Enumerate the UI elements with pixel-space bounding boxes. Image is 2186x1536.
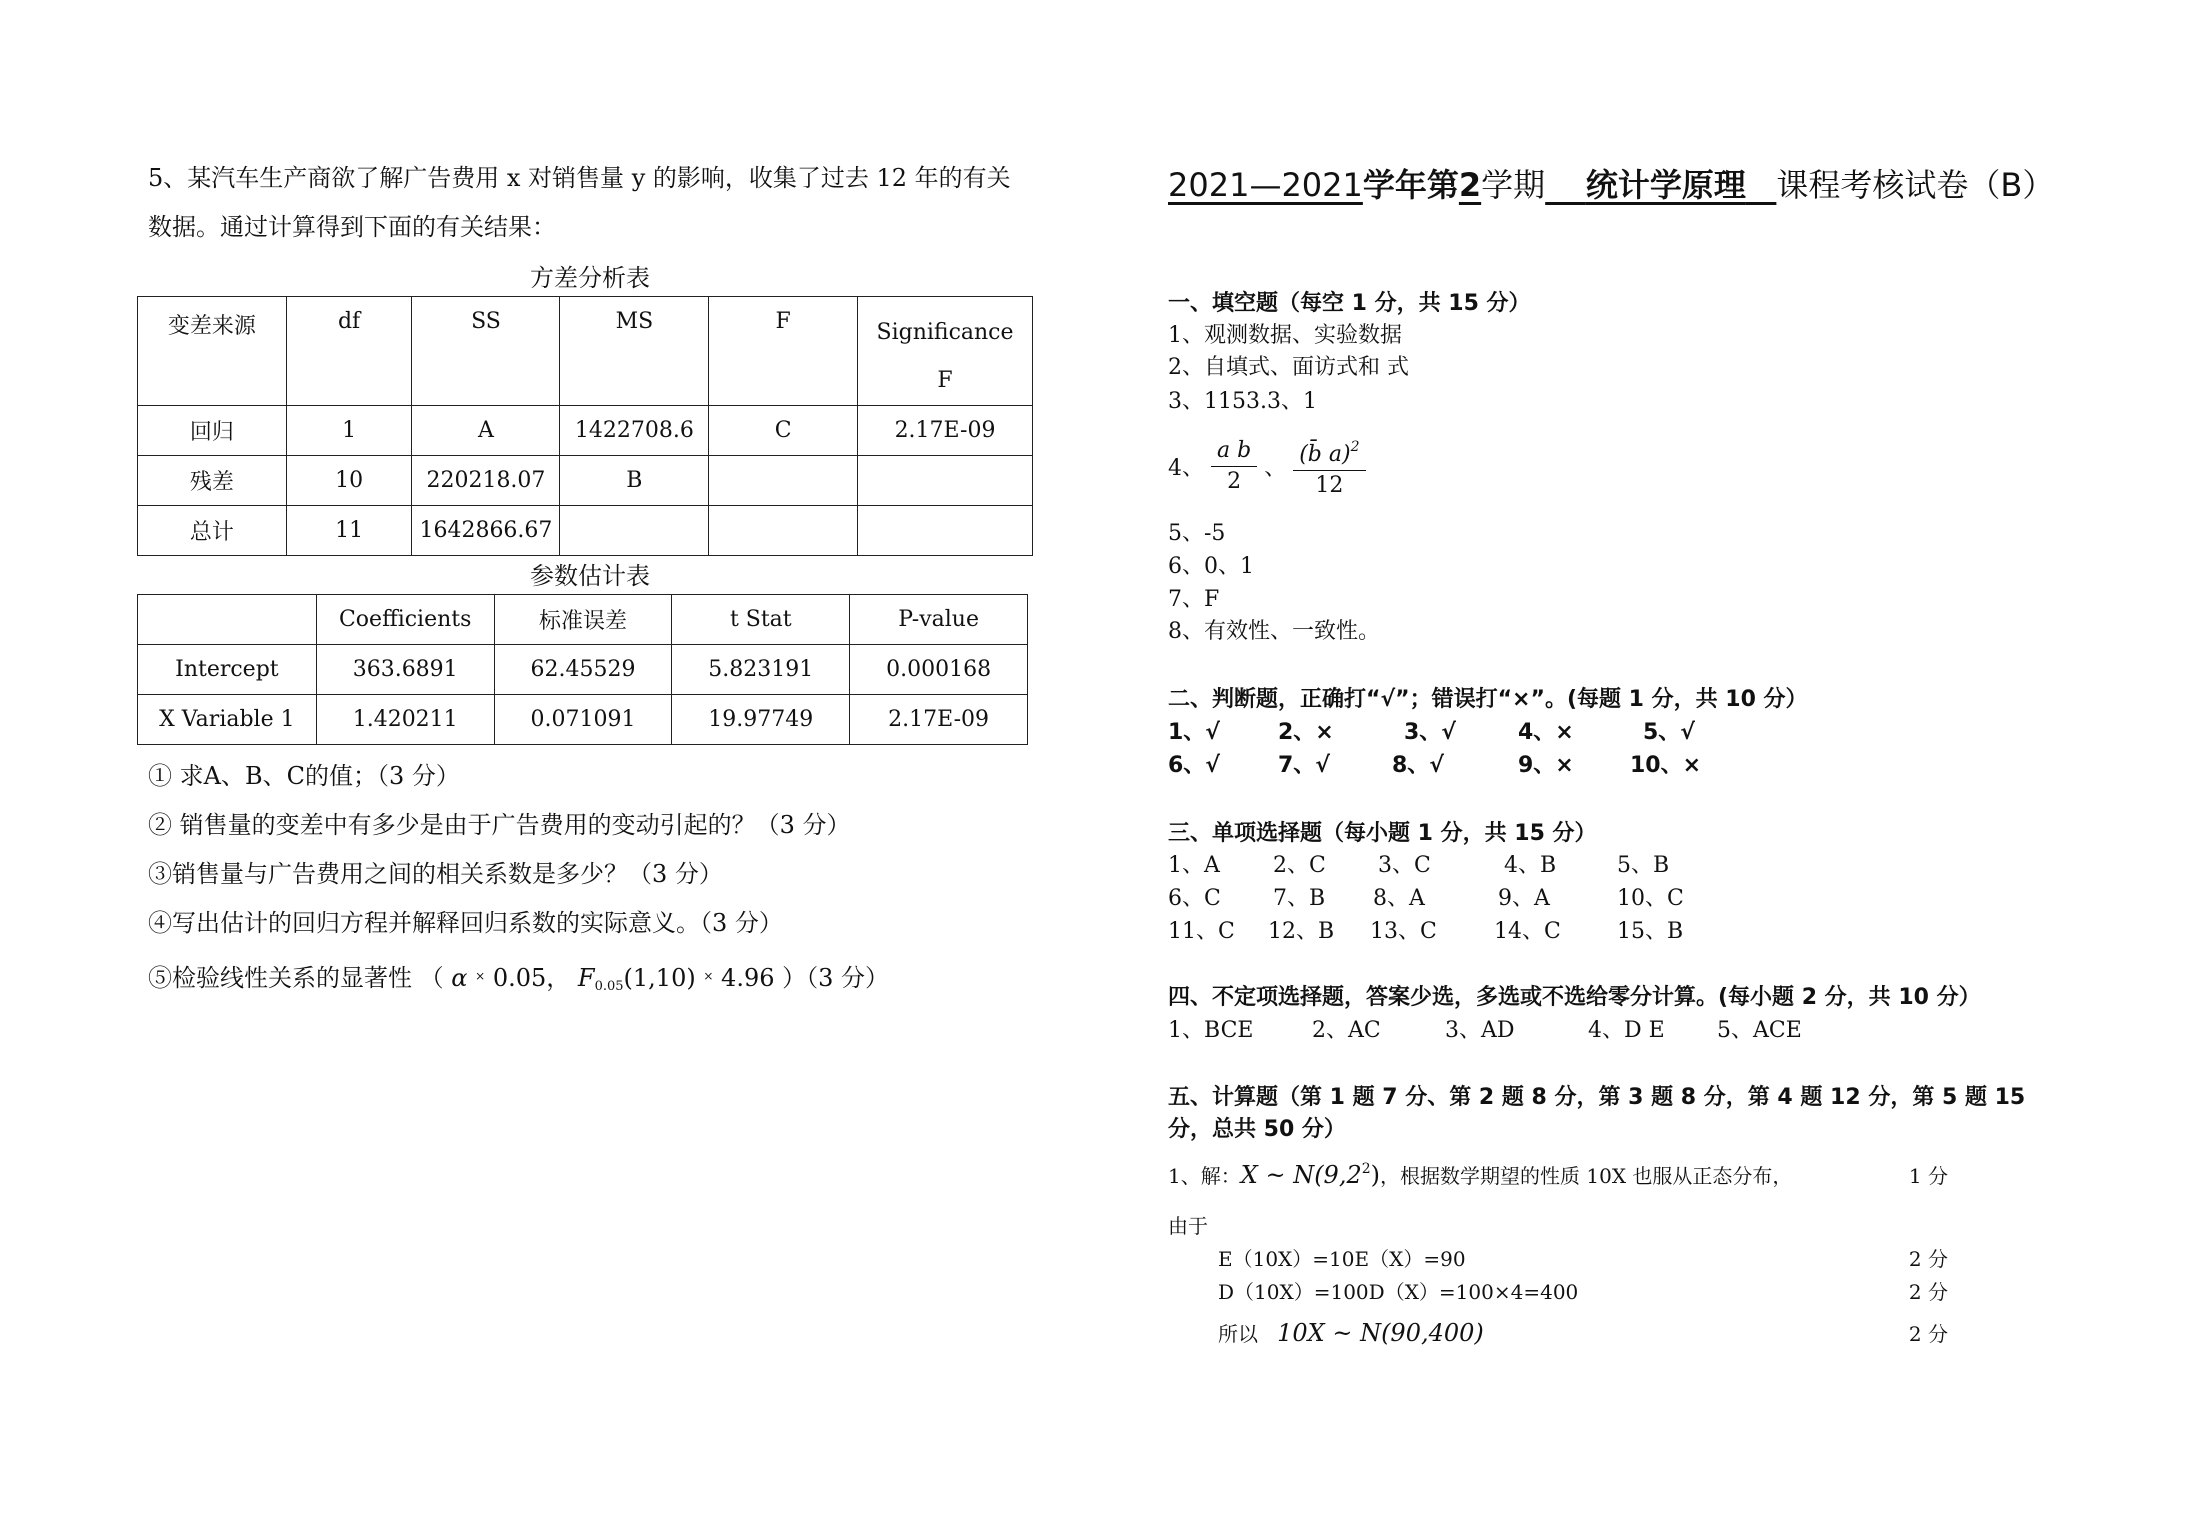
s3-ans: 2、C [1273, 853, 1326, 878]
title-term: 2 [1458, 166, 1482, 204]
fraction-variance-denominator: 12 [1315, 473, 1344, 498]
sub-question-3: ③销售量与广告费用之间的相关系数是多少？（3 分） [148, 860, 723, 888]
s4-ans: 2、AC [1312, 1018, 1381, 1043]
section-3-heading: 三、单项选择题（每小题 1 分，共 15 分） [1168, 821, 1597, 846]
anova-cell [560, 506, 709, 556]
param-cell: 2.17E-09 [850, 695, 1028, 745]
section-1-heading: 一、填空题（每空 1 分，共 15 分） [1168, 291, 1531, 316]
anova-cell: 2.17E-09 [858, 406, 1033, 456]
anova-table [137, 296, 1033, 556]
s3-ans: 14、C [1494, 919, 1561, 944]
table-row [138, 645, 1028, 695]
s1-item-8: 8、有效性、一致性。 [1168, 619, 1380, 644]
title-xuenian: 学年第 [1362, 166, 1459, 204]
fraction-variance-numerator [1293, 432, 1365, 471]
s5-l1-text: ，根据数学期望的性质 10X 也服从正态分布， [1380, 1164, 1793, 1188]
sq5-prefix: ⑤检验线性关系的显著性 （ [148, 964, 444, 992]
s3-ans: 7、B [1273, 886, 1326, 911]
anova-header-significance-line1: Significance [876, 320, 1014, 345]
score-label: 2 分 [1908, 1322, 1948, 1346]
anova-cell [858, 506, 1033, 556]
s2-ans: 4、× [1518, 720, 1574, 745]
s3-ans: 4、B [1504, 853, 1557, 878]
anova-cell: 总计 [138, 506, 287, 556]
param-cell: 5.823191 [672, 645, 850, 695]
anova-header-ss: SS [412, 297, 560, 406]
s4-ans: 3、AD [1445, 1018, 1515, 1043]
param-header-empty [138, 595, 317, 645]
q5-line2: 数据。通过计算得到下面的有关结果： [148, 213, 556, 241]
s3-ans: 13、C [1370, 919, 1437, 944]
s5-line-5 [1218, 1318, 1948, 1347]
s5-l1-sup: 2 [1361, 1161, 1371, 1177]
fraction-mean [1211, 436, 1257, 497]
s5-line-4 [1218, 1276, 1948, 1305]
s1-item-2: 2、自填式、面访式和 式 [1168, 355, 1409, 380]
s2-ans: 2、× [1278, 720, 1334, 745]
anova-cell: 10 [286, 456, 412, 506]
s4-ans: 1、BCE [1168, 1018, 1254, 1043]
s3-ans: 9、A [1498, 886, 1550, 911]
param-cell: 19.97749 [672, 695, 850, 745]
fraction-variance-numerator-text: (b̄ a) [1299, 442, 1351, 467]
fraction-mean-numerator: a b [1211, 436, 1257, 467]
fraction-mean-denominator: 2 [1227, 469, 1242, 494]
f-subscript: 0.05 [594, 979, 624, 994]
s3-ans: 11、C [1168, 919, 1235, 944]
section-5-heading-line1: 五、计算题（第 1 题 7 分、第 2 题 8 分，第 3 题 8 分，第 4 题 12 分，第 5 题 15 [1168, 1085, 2026, 1110]
param-cell: 1.420211 [316, 695, 494, 745]
s5-l5-math: 10X ~ N(90,400) [1277, 1319, 1484, 1347]
s5-l5-prefix: 所以 [1218, 1322, 1258, 1346]
anova-cell: 残差 [138, 456, 287, 506]
section-4-heading: 四、不定项选择题，答案少选，多选或不选给零分计算。(每小题 2 分，共 10 分） [1168, 985, 1981, 1010]
param-header-row [138, 595, 1028, 645]
param-cell: X Variable 1 [138, 695, 317, 745]
f-symbol: F [577, 964, 595, 992]
title-rest: 课程考核试卷（B） [1776, 166, 2055, 204]
anova-cell [858, 456, 1033, 506]
f-args: (1,10) [623, 964, 696, 992]
score-label: 2 分 [1908, 1247, 1948, 1271]
anova-cell [709, 506, 858, 556]
page-title [1168, 160, 2054, 206]
fraction-variance [1293, 432, 1365, 501]
score-label: 2 分 [1908, 1280, 1948, 1304]
s3-ans: 6、C [1168, 886, 1221, 911]
anova-header-ms: MS [560, 297, 709, 406]
s2-ans: 9、× [1518, 753, 1574, 778]
s4-ans: 4、D E [1588, 1018, 1665, 1043]
s5-l1-math: X ~ N(9,2 [1240, 1161, 1362, 1189]
s5-l1-close: ) [1370, 1161, 1381, 1189]
s5-line-2: 由于 [1168, 1214, 1208, 1238]
param-header-p-value: P-value [850, 595, 1028, 645]
s5-line-1 [1168, 1160, 1948, 1189]
s5-l4-text: D（10X）=100D（X）=100×4=400 [1218, 1280, 1579, 1304]
param-header-std-error: 标准误差 [494, 595, 672, 645]
section-5-heading-line2: 分，总共 50 分） [1168, 1117, 1346, 1142]
table-row [138, 695, 1028, 745]
score-label: 1 分 [1908, 1164, 1948, 1188]
sub-question-4: ④写出估计的回归方程并解释回归系数的实际意义。（3 分） [148, 909, 783, 937]
section-2-heading: 二、判断题，正确打“√”；错误打“×”。(每题 1 分，共 10 分） [1168, 687, 1808, 712]
s3-ans: 1、A [1168, 853, 1220, 878]
table-row [138, 406, 1033, 456]
anova-cell: 1 [286, 406, 412, 456]
anova-header-significance [858, 297, 1033, 406]
s5-l3-text: E（10X）=10E（X）=90 [1218, 1247, 1466, 1271]
approx-mark: × [703, 969, 714, 983]
s2-ans: 3、√ [1404, 720, 1456, 745]
table-row [138, 456, 1033, 506]
s1-item-7: 7、F [1168, 587, 1220, 612]
title-course: 统计学原理 [1585, 166, 1746, 204]
s1-item-1: 1、观测数据、实验数据 [1168, 323, 1402, 348]
s3-ans: 15、B [1617, 919, 1684, 944]
sub-question-5 [148, 958, 889, 994]
s2-ans: 8、√ [1392, 753, 1444, 778]
anova-cell: A [412, 406, 560, 456]
s3-ans: 10、C [1617, 886, 1684, 911]
anova-cell: 220218.07 [412, 456, 560, 506]
sub-question-2: ② 销售量的变差中有多少是由于广告费用的变动引起的？（3 分） [148, 811, 851, 839]
title-xueqi: 学期 [1481, 166, 1546, 204]
s5-l1-prefix: 1、解： [1168, 1164, 1241, 1188]
s1-item-3: 3、1153.3、1 [1168, 389, 1317, 414]
param-cell: 363.6891 [316, 645, 494, 695]
s2-ans: 6、√ [1168, 753, 1220, 778]
s4-ans: 5、ACE [1717, 1018, 1802, 1043]
alpha-symbol: α [451, 964, 468, 992]
alpha-value: 0.05， [492, 964, 571, 992]
s3-ans: 5、B [1617, 853, 1670, 878]
sub-question-1: ① 求A、B、C的值；（3 分） [148, 762, 460, 790]
s2-ans: 10、× [1630, 753, 1702, 778]
param-cell: 62.45529 [494, 645, 672, 695]
param-table [137, 594, 1028, 745]
param-title: 参数估计表 [530, 562, 650, 590]
anova-cell: B [560, 456, 709, 506]
anova-header-f: F [709, 297, 858, 406]
s2-ans: 1、√ [1168, 720, 1220, 745]
q5-line1: 5、某汽车生产商欲了解广告费用 x 对销售量 y 的影响，收集了过去 12 年的有关 [148, 164, 1011, 192]
s1-item-5: 5、-5 [1168, 521, 1226, 546]
s5-line-3 [1218, 1243, 1948, 1272]
anova-header-row [138, 297, 1033, 406]
anova-cell [709, 456, 858, 506]
s3-ans: 12、B [1268, 919, 1335, 944]
s1-item-4 [1168, 432, 1366, 501]
anova-header-significance-line2: F [937, 368, 953, 393]
sq5-suffix: ）（3 分） [782, 964, 890, 992]
s3-ans: 8、A [1373, 886, 1425, 911]
title-course-blank [1545, 166, 1776, 204]
param-cell: 0.071091 [494, 695, 672, 745]
param-header-coefficients: Coefficients [316, 595, 494, 645]
s3-ans: 3、C [1378, 853, 1431, 878]
param-cell: 0.000168 [850, 645, 1028, 695]
anova-header-source: 变差来源 [138, 297, 287, 406]
anova-cell: 1422708.6 [560, 406, 709, 456]
fraction-variance-sup: 2 [1350, 439, 1360, 455]
anova-cell: 11 [286, 506, 412, 556]
anova-title: 方差分析表 [530, 264, 650, 292]
anova-cell: C [709, 406, 858, 456]
s1-item-4-prefix: 4、 [1168, 456, 1204, 481]
approx-mark: × [475, 969, 486, 983]
anova-cell: 1642866.67 [412, 506, 560, 556]
anova-cell: 回归 [138, 406, 287, 456]
param-cell: Intercept [138, 645, 317, 695]
s1-item-6: 6、0、1 [1168, 554, 1254, 579]
s1-item-4-sep: 、 [1264, 456, 1287, 481]
table-row [138, 506, 1033, 556]
s2-ans: 5、√ [1643, 720, 1695, 745]
anova-header-df: df [286, 297, 412, 406]
title-years: 2021—2021 [1168, 166, 1363, 204]
f-value: 4.96 [721, 964, 775, 992]
s2-ans: 7、√ [1278, 753, 1330, 778]
param-header-t-stat: t Stat [672, 595, 850, 645]
